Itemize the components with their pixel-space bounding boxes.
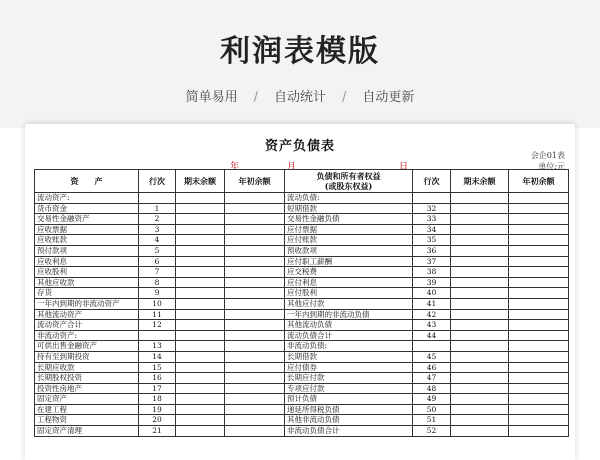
asset-begin-balance <box>225 256 285 267</box>
asset-line-no: 11 <box>139 309 176 320</box>
liability-begin-balance <box>509 267 569 278</box>
liability-line-no: 32 <box>413 203 451 214</box>
liability-item: 长期应付款 <box>285 373 413 384</box>
asset-begin-balance <box>225 394 285 405</box>
liability-line-no: 46 <box>413 362 451 373</box>
table-row <box>35 394 569 405</box>
asset-end-balance <box>176 373 225 384</box>
asset-line-no: 12 <box>139 320 176 331</box>
table-header-row <box>35 170 569 193</box>
asset-line-no: 14 <box>139 351 176 362</box>
liability-begin-balance <box>509 330 569 341</box>
asset-item: 应收账款 <box>35 235 139 246</box>
liability-end-balance <box>451 341 509 352</box>
col-begin-balance-2: 年初余额 <box>509 170 569 193</box>
separator: / <box>253 90 258 105</box>
liability-end-balance <box>451 351 509 362</box>
table-row <box>35 214 569 225</box>
liability-end-balance <box>451 224 509 235</box>
asset-begin-balance <box>225 373 285 384</box>
asset-line-no: 7 <box>139 267 176 278</box>
asset-begin-balance <box>225 415 285 426</box>
asset-end-balance <box>176 362 225 373</box>
liability-end-balance <box>451 298 509 309</box>
asset-begin-balance <box>225 309 285 320</box>
separator: / <box>342 90 347 105</box>
liability-item: 交易性金融负债 <box>285 214 413 225</box>
liability-line-no: 40 <box>413 288 451 299</box>
asset-item: 流动资产: <box>35 193 139 204</box>
liability-item: 应付票据 <box>285 224 413 235</box>
asset-item: 应收股利 <box>35 267 139 278</box>
asset-item: 预付款项 <box>35 245 139 256</box>
asset-item: 非流动资产: <box>35 330 139 341</box>
asset-item: 交易性金融资产 <box>35 214 139 225</box>
liability-begin-balance <box>509 214 569 225</box>
table-row <box>35 383 569 394</box>
liability-line-no: 34 <box>413 224 451 235</box>
liability-line-no: 36 <box>413 245 451 256</box>
asset-end-balance <box>176 288 225 299</box>
liability-item: 其他非流动负债 <box>285 415 413 426</box>
table-row <box>35 224 569 235</box>
col-liabilities-line1: 负债和所有者权益 <box>316 171 381 181</box>
liability-begin-balance <box>509 288 569 299</box>
col-line: 行次 <box>139 170 176 193</box>
asset-begin-balance <box>225 362 285 373</box>
liability-line-no: 43 <box>413 320 451 331</box>
table-row <box>35 298 569 309</box>
liability-end-balance <box>451 214 509 225</box>
asset-end-balance <box>176 203 225 214</box>
feature-auto-stat: 自动统计 <box>273 90 326 105</box>
liability-item: 应付职工薪酬 <box>285 256 413 267</box>
date-day: 日 <box>399 162 409 172</box>
balance-sheet-preview <box>25 124 575 460</box>
form-code: 会企01表 <box>530 151 565 160</box>
liability-begin-balance <box>509 373 569 384</box>
liability-begin-balance <box>509 320 569 331</box>
liability-begin-balance <box>509 277 569 288</box>
liability-begin-balance <box>509 341 569 352</box>
liability-line-no: 52 <box>413 426 451 437</box>
asset-line-no <box>139 193 176 204</box>
asset-item: 长期应收款 <box>35 362 139 373</box>
liability-item: 应付账款 <box>285 235 413 246</box>
asset-begin-balance <box>225 288 285 299</box>
asset-end-balance <box>176 415 225 426</box>
liability-begin-balance <box>509 351 569 362</box>
asset-item: 持有至到期投资 <box>35 351 139 362</box>
asset-line-no: 17 <box>139 383 176 394</box>
liability-end-balance <box>451 362 509 373</box>
liability-item: 其他流动负债 <box>285 320 413 331</box>
liability-line-no <box>413 193 451 204</box>
liability-item: 长期借款 <box>285 351 413 362</box>
date-year: 年 <box>230 162 240 172</box>
asset-line-no: 15 <box>139 362 176 373</box>
liability-end-balance <box>451 373 509 384</box>
header-banner <box>0 0 600 128</box>
asset-item: 应收利息 <box>35 256 139 267</box>
liability-begin-balance <box>509 404 569 415</box>
asset-item: 应收票据 <box>35 224 139 235</box>
asset-line-no: 21 <box>139 426 176 437</box>
liability-item: 应付利息 <box>285 277 413 288</box>
asset-line-no: 8 <box>139 277 176 288</box>
liability-line-no: 49 <box>413 394 451 405</box>
asset-line-no: 5 <box>139 245 176 256</box>
asset-end-balance <box>176 298 225 309</box>
table-row <box>35 320 569 331</box>
table-row <box>35 288 569 299</box>
table-row <box>35 267 569 278</box>
asset-begin-balance <box>225 193 285 204</box>
table-row <box>35 245 569 256</box>
asset-begin-balance <box>225 320 285 331</box>
unit-label: 单位:元 <box>538 162 565 171</box>
liability-line-no: 48 <box>413 383 451 394</box>
asset-end-balance <box>176 404 225 415</box>
table-row <box>35 203 569 214</box>
liability-line-no <box>413 341 451 352</box>
asset-line-no: 2 <box>139 214 176 225</box>
date-month: 月 <box>287 162 297 172</box>
liability-item: 专项应付款 <box>285 383 413 394</box>
asset-end-balance <box>176 426 225 437</box>
liability-item: 非流动负债合计 <box>285 426 413 437</box>
asset-begin-balance <box>225 224 285 235</box>
asset-line-no: 19 <box>139 404 176 415</box>
asset-line-no: 20 <box>139 415 176 426</box>
table-row <box>35 351 569 362</box>
liability-line-no: 50 <box>413 404 451 415</box>
sheet-title: 资产负债表 <box>264 139 335 154</box>
liability-line-no: 42 <box>413 309 451 320</box>
asset-end-balance <box>176 277 225 288</box>
liability-end-balance <box>451 394 509 405</box>
col-liabilities-line2: (或股东权益) <box>324 181 373 191</box>
feature-list <box>0 86 600 105</box>
liability-line-no: 37 <box>413 256 451 267</box>
asset-end-balance <box>176 245 225 256</box>
liability-begin-balance <box>509 193 569 204</box>
table-row <box>35 341 569 352</box>
asset-item: 在建工程 <box>35 404 139 415</box>
liability-end-balance <box>451 383 509 394</box>
liability-begin-balance <box>509 235 569 246</box>
asset-begin-balance <box>225 235 285 246</box>
table-row <box>35 277 569 288</box>
table-row <box>35 330 569 341</box>
balance-sheet-table <box>34 169 569 437</box>
asset-end-balance <box>176 224 225 235</box>
liability-item: 非流动负债: <box>285 341 413 352</box>
liability-begin-balance <box>509 224 569 235</box>
asset-item: 其他应收款 <box>35 277 139 288</box>
asset-line-no: 9 <box>139 288 176 299</box>
asset-line-no: 13 <box>139 341 176 352</box>
asset-item: 一年内到期的非流动资产 <box>35 298 139 309</box>
liability-item: 短期借款 <box>285 203 413 214</box>
asset-item: 固定资产 <box>35 394 139 405</box>
asset-line-no: 10 <box>139 298 176 309</box>
asset-end-balance <box>176 214 225 225</box>
asset-begin-balance <box>225 404 285 415</box>
liability-end-balance <box>451 404 509 415</box>
table-row <box>35 404 569 415</box>
liability-end-balance <box>451 309 509 320</box>
feature-auto-update: 自动更新 <box>362 90 415 105</box>
asset-item: 流动资产合计 <box>35 320 139 331</box>
liability-end-balance <box>451 256 509 267</box>
col-line-2: 行次 <box>413 170 451 193</box>
asset-end-balance <box>176 383 225 394</box>
liability-begin-balance <box>509 394 569 405</box>
liability-end-balance <box>451 203 509 214</box>
asset-begin-balance <box>225 383 285 394</box>
asset-end-balance <box>176 309 225 320</box>
liability-end-balance <box>451 426 509 437</box>
liability-item: 一年内到期的非流动负债 <box>285 309 413 320</box>
liability-begin-balance <box>509 415 569 426</box>
liability-line-no: 51 <box>413 415 451 426</box>
asset-begin-balance <box>225 341 285 352</box>
asset-begin-balance <box>225 330 285 341</box>
asset-item: 工程物资 <box>35 415 139 426</box>
asset-end-balance <box>176 341 225 352</box>
asset-end-balance <box>176 193 225 204</box>
asset-end-balance <box>176 256 225 267</box>
asset-line-no: 6 <box>139 256 176 267</box>
asset-begin-balance <box>225 214 285 225</box>
asset-line-no: 1 <box>139 203 176 214</box>
asset-begin-balance <box>225 277 285 288</box>
col-end-balance: 期末余额 <box>176 170 225 193</box>
asset-line-no: 18 <box>139 394 176 405</box>
asset-line-no: 3 <box>139 224 176 235</box>
liability-begin-balance <box>509 426 569 437</box>
liability-end-balance <box>451 245 509 256</box>
liability-end-balance <box>451 415 509 426</box>
asset-item: 固定资产清理 <box>35 426 139 437</box>
asset-item: 投资性房地产 <box>35 383 139 394</box>
liability-item: 应交税费 <box>285 267 413 278</box>
table-row <box>35 235 569 246</box>
liability-item: 应付债券 <box>285 362 413 373</box>
asset-item: 存货 <box>35 288 139 299</box>
page-title: 利润表模版 <box>220 34 380 69</box>
liability-item: 递延所得税负债 <box>285 404 413 415</box>
liability-end-balance <box>451 330 509 341</box>
table-row <box>35 256 569 267</box>
table-row <box>35 426 569 437</box>
liability-begin-balance <box>509 245 569 256</box>
liability-item: 流动负债合计 <box>285 330 413 341</box>
asset-end-balance <box>176 267 225 278</box>
table-body <box>35 193 569 437</box>
asset-begin-balance <box>225 298 285 309</box>
asset-end-balance <box>176 351 225 362</box>
liability-end-balance <box>451 235 509 246</box>
asset-line-no: 16 <box>139 373 176 384</box>
asset-item: 其他流动资产 <box>35 309 139 320</box>
table-row <box>35 415 569 426</box>
liability-line-no: 47 <box>413 373 451 384</box>
liability-end-balance <box>451 277 509 288</box>
liability-line-no: 45 <box>413 351 451 362</box>
asset-end-balance <box>176 320 225 331</box>
liability-line-no: 44 <box>413 330 451 341</box>
liability-line-no: 35 <box>413 235 451 246</box>
table-row <box>35 362 569 373</box>
liability-begin-balance <box>509 203 569 214</box>
col-liabilities <box>285 170 413 193</box>
liability-begin-balance <box>509 298 569 309</box>
liability-item: 预计负债 <box>285 394 413 405</box>
feature-easy: 简单易用 <box>185 90 238 105</box>
table-row <box>35 373 569 384</box>
liability-end-balance <box>451 288 509 299</box>
liability-end-balance <box>451 320 509 331</box>
liability-end-balance <box>451 267 509 278</box>
liability-begin-balance <box>509 362 569 373</box>
liability-item: 应付股利 <box>285 288 413 299</box>
asset-end-balance <box>176 394 225 405</box>
asset-end-balance <box>176 235 225 246</box>
asset-end-balance <box>176 330 225 341</box>
asset-begin-balance <box>225 351 285 362</box>
asset-line-no <box>139 330 176 341</box>
liability-item: 流动负债: <box>285 193 413 204</box>
asset-begin-balance <box>225 267 285 278</box>
table-row <box>35 309 569 320</box>
liability-item: 其他应付款 <box>285 298 413 309</box>
asset-line-no: 4 <box>139 235 176 246</box>
liability-begin-balance <box>509 309 569 320</box>
liability-end-balance <box>451 193 509 204</box>
liability-line-no: 39 <box>413 277 451 288</box>
col-asset: 资 产 <box>35 170 139 193</box>
asset-item: 长期股权投资 <box>35 373 139 384</box>
asset-begin-balance <box>225 203 285 214</box>
asset-begin-balance <box>225 426 285 437</box>
asset-item: 货币资金 <box>35 203 139 214</box>
liability-line-no: 33 <box>413 214 451 225</box>
liability-begin-balance <box>509 383 569 394</box>
asset-begin-balance <box>225 245 285 256</box>
col-begin-balance: 年初余额 <box>225 170 285 193</box>
table-row <box>35 193 569 204</box>
liability-line-no: 38 <box>413 267 451 278</box>
asset-item: 可供出售金融资产 <box>35 341 139 352</box>
col-end-balance-2: 期末余额 <box>451 170 509 193</box>
liability-line-no: 41 <box>413 298 451 309</box>
liability-item: 预收款项 <box>285 245 413 256</box>
liability-begin-balance <box>509 256 569 267</box>
